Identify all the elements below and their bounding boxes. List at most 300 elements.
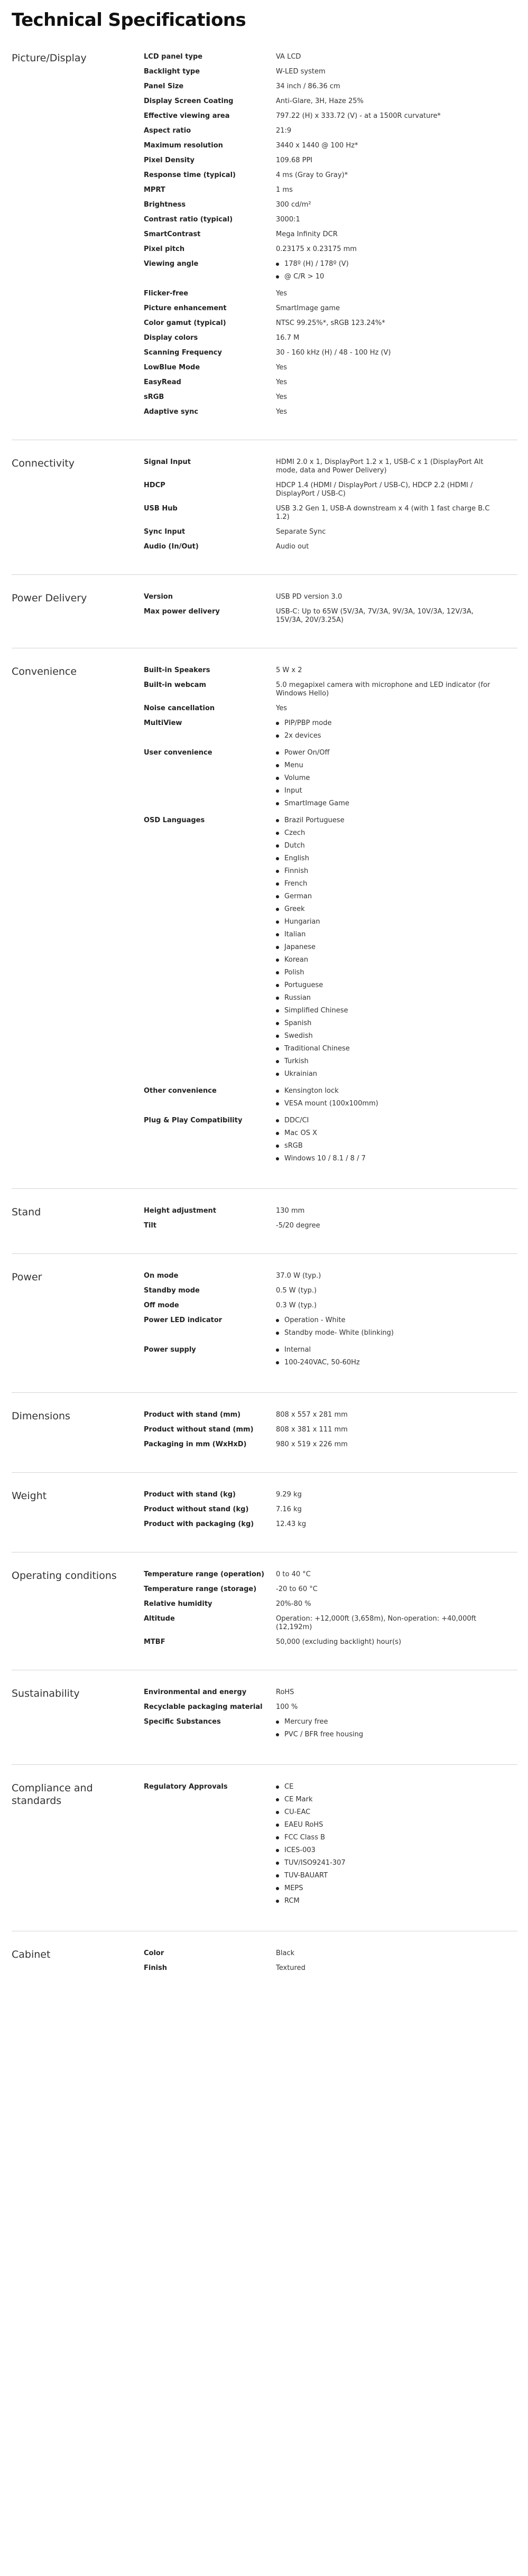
bullet-icon: [276, 1887, 279, 1890]
section-cabinet: [12, 1941, 517, 1996]
spec-value: Yes: [276, 290, 287, 297]
bullet-icon: [276, 971, 279, 974]
list-item: [276, 1327, 502, 1340]
spec-label: Viewing angle: [144, 260, 199, 268]
spec-row: [144, 1567, 517, 1582]
spec-label: Pixel Density: [144, 156, 194, 164]
spec-row: [144, 346, 517, 360]
spec-row: [144, 1343, 517, 1372]
bullet-icon: [276, 751, 279, 755]
spec-value: 5 W x 2: [276, 666, 302, 674]
spec-label: Noise cancellation: [144, 704, 215, 712]
section-title: Dimensions: [12, 1410, 70, 1422]
spec-sections: [12, 44, 517, 1996]
bullet-icon: [276, 1035, 279, 1038]
bullet-icon: [276, 1132, 279, 1135]
spec-value: 109.68 PPI: [276, 156, 313, 164]
spec-value-list: [276, 1718, 502, 1741]
spec-value: [276, 1346, 517, 1369]
spec-value: Yes: [276, 378, 287, 386]
spec-label: Maximum resolution: [144, 142, 223, 150]
spec-row: [144, 1517, 517, 1532]
list-item-text: Japanese: [284, 943, 316, 951]
list-item-text: PIP/PBP mode: [284, 719, 332, 727]
spec-row: [144, 1780, 517, 1911]
spec-rows: [144, 663, 517, 1168]
spec-label: MPRT: [144, 186, 165, 194]
list-item-text: Mercury free: [284, 1718, 328, 1726]
list-item-text: FCC Class B: [284, 1834, 326, 1842]
spec-value: Operation: +12,000ft (3,658m), Non-operation: +40,000ft (12,192m): [276, 1615, 477, 1631]
spec-label: Altitude: [144, 1615, 175, 1623]
list-item-text: MEPS: [284, 1884, 303, 1892]
section-dimensions: [12, 1402, 517, 1473]
list-item-text: English: [284, 854, 309, 862]
list-item: [276, 1857, 502, 1870]
spec-label: On mode: [144, 1272, 179, 1280]
bullet-icon: [276, 802, 279, 805]
spec-value: 30 - 160 kHz (H) / 48 - 100 Hz (V): [276, 349, 391, 357]
spec-value: 100 %: [276, 1703, 298, 1711]
list-item: [276, 1068, 502, 1081]
spec-label: Power LED indicator: [144, 1316, 223, 1324]
bullet-icon: [276, 844, 279, 848]
bullet-icon: [276, 1119, 279, 1122]
bullet-icon: [276, 789, 279, 793]
list-item-text: ICES-003: [284, 1846, 316, 1854]
spec-row: [144, 1422, 517, 1437]
bullet-icon: [276, 1157, 279, 1160]
list-item-text: TUV-BAUART: [284, 1872, 328, 1880]
list-item: [276, 730, 502, 742]
spec-row: [144, 1298, 517, 1313]
spec-label: Height adjustment: [144, 1207, 217, 1215]
list-item-text: Finnish: [284, 867, 309, 875]
bullet-icon: [276, 1811, 279, 1814]
spec-row: [144, 212, 517, 227]
spec-row: [144, 405, 517, 420]
spec-row: [144, 79, 517, 94]
page-title: Technical Specifications: [12, 10, 246, 31]
list-item-text: Power On/Off: [284, 749, 330, 757]
spec-value-list: [276, 1783, 502, 1908]
spec-row: [144, 375, 517, 390]
spec-rows: [144, 1685, 517, 1744]
spec-row: [144, 590, 517, 605]
list-item-text: Menu: [284, 761, 303, 769]
list-item: [276, 878, 502, 890]
bullet-icon: [276, 1090, 279, 1093]
section-title: Sustainability: [12, 1688, 80, 1699]
bullet-icon: [276, 1349, 279, 1352]
spec-value: Mega Infinity DCR: [276, 230, 338, 238]
spec-value: 808 x 557 x 281 mm: [276, 1411, 348, 1419]
spec-rows: [144, 1780, 517, 1911]
list-item-text: Greek: [284, 905, 305, 913]
list-item: [276, 865, 502, 878]
spec-label: Power supply: [144, 1346, 196, 1354]
section-title: Convenience: [12, 666, 77, 677]
list-item-text: Swedish: [284, 1032, 313, 1040]
list-item-text: French: [284, 880, 308, 888]
spec-value: 3440 x 1440 @ 100 Hz*: [276, 142, 358, 150]
spec-value-list: [276, 1087, 502, 1110]
spec-value: NTSC 99.25%*, sRGB 123.24%*: [276, 319, 385, 327]
bullet-icon: [276, 275, 279, 278]
spec-label: Product with packaging (kg): [144, 1520, 254, 1528]
spec-label: EasyRead: [144, 378, 181, 386]
spec-label: Standby mode: [144, 1287, 200, 1295]
list-item: [276, 1819, 502, 1831]
bullet-icon: [276, 1874, 279, 1877]
spec-value: 16.7 M: [276, 334, 300, 342]
spec-label: Display colors: [144, 334, 198, 342]
spec-row: [144, 1700, 517, 1715]
list-item-text: Hungarian: [284, 918, 320, 926]
spec-value: [276, 1718, 517, 1741]
list-item-text: German: [284, 892, 312, 900]
section-title: Compliance and standards: [12, 1782, 93, 1807]
bullet-icon: [276, 832, 279, 835]
section-weight: [12, 1482, 517, 1552]
list-item: [276, 1152, 502, 1165]
section-sustainability: [12, 1680, 517, 1765]
list-item-text: 178º (H) / 178º (V): [284, 260, 349, 268]
list-item: [276, 797, 502, 810]
list-item: [276, 928, 502, 941]
spec-value: USB PD version 3.0: [276, 593, 342, 601]
list-item: [276, 1882, 502, 1895]
spec-row: [144, 153, 517, 168]
spec-label: Aspect ratio: [144, 127, 191, 135]
list-item-text: Brazil Portuguese: [284, 816, 345, 824]
spec-row: [144, 1502, 517, 1517]
spec-label: Off mode: [144, 1301, 179, 1309]
list-item-text: EAEU RoHS: [284, 1821, 323, 1829]
spec-row: [144, 813, 517, 1084]
bullet-icon: [276, 1102, 279, 1105]
spec-row: [144, 1219, 517, 1233]
spec-row: [144, 1437, 517, 1452]
spec-value: -5/20 degree: [276, 1222, 320, 1230]
spec-value: 4 ms (Gray to Gray)*: [276, 171, 348, 179]
spec-label: OSD Languages: [144, 816, 205, 824]
spec-label: Product without stand (kg): [144, 1505, 249, 1513]
list-item-text: Kensington lock: [284, 1087, 339, 1095]
list-item: [276, 1098, 502, 1110]
list-item-text: Italian: [284, 931, 306, 938]
spec-row: [144, 1597, 517, 1612]
spec-value: 20%-80 %: [276, 1600, 311, 1608]
bullet-icon: [276, 1022, 279, 1025]
spec-value: 797.22 (H) x 333.72 (V) - at a 1500R curvature*: [276, 112, 441, 120]
spec-value: 0.23175 x 0.23175 mm: [276, 245, 357, 253]
spec-value: 3000:1: [276, 216, 300, 224]
spec-label: Built-in webcam: [144, 681, 207, 689]
spec-value: 12.43 kg: [276, 1520, 307, 1528]
spec-label: Packaging in mm (WxHxD): [144, 1440, 247, 1448]
spec-row: [144, 1408, 517, 1422]
list-item-text: Czech: [284, 829, 305, 837]
list-item: [276, 1117, 502, 1127]
bullet-icon: [276, 1862, 279, 1865]
bullet-icon: [276, 984, 279, 987]
spec-value: SmartImage game: [276, 304, 340, 312]
list-item-text: CU-EAC: [284, 1808, 311, 1816]
spec-row: [144, 1582, 517, 1597]
spec-label: MTBF: [144, 1638, 165, 1646]
section-title: Power: [12, 1271, 42, 1283]
spec-label: Scanning Frequency: [144, 349, 222, 357]
spec-value: Yes: [276, 364, 287, 371]
spec-label: User convenience: [144, 749, 212, 757]
spec-label: LCD panel type: [144, 53, 203, 61]
section-convenience: [12, 658, 517, 1189]
spec-value-list: [276, 1346, 502, 1369]
spec-value: HDMI 2.0 x 1, DisplayPort 1.2 x 1, USB-C x 1 (DisplayPort Alt mode, data and Power Delivery): [276, 458, 484, 475]
spec-value: [276, 749, 517, 810]
bullet-icon: [276, 933, 279, 936]
bullet-icon: [276, 895, 279, 898]
list-item-text: sRGB: [284, 1142, 303, 1150]
spec-row: [144, 501, 517, 525]
bullet-icon: [276, 1009, 279, 1012]
spec-value: Yes: [276, 393, 287, 401]
spec-value-list: [276, 816, 502, 1081]
list-item-text: Operation - White: [284, 1316, 346, 1324]
list-item-text: VESA mount (100x100mm): [284, 1100, 378, 1108]
spec-row: [144, 478, 517, 501]
spec-row: [144, 124, 517, 138]
bullet-icon: [276, 1836, 279, 1839]
spec-value: Black: [276, 1949, 295, 1957]
spec-value-list: [276, 260, 502, 283]
spec-rows: [144, 1567, 517, 1650]
list-item-text: Mac OS X: [284, 1129, 317, 1137]
list-item: [276, 1728, 502, 1741]
list-item-text: Dutch: [284, 842, 305, 850]
bullet-icon: [276, 1785, 279, 1789]
spec-value: Audio out: [276, 543, 309, 551]
spec-label: Signal Input: [144, 458, 191, 466]
list-item-text: Standby mode- White (blinking): [284, 1329, 394, 1337]
section-title: Cabinet: [12, 1949, 51, 1960]
spec-row: [144, 286, 517, 301]
spec-row: [144, 1685, 517, 1700]
spec-row: [144, 390, 517, 405]
section-connectivity: [12, 450, 517, 575]
spec-label: Environmental and energy: [144, 1688, 247, 1696]
list-item: [276, 1895, 502, 1908]
list-item: [276, 1844, 502, 1857]
bullet-icon: [276, 1319, 279, 1322]
spec-row: [144, 605, 517, 628]
spec-value: VA LCD: [276, 53, 301, 61]
spec-row: [144, 540, 517, 554]
spec-value: [276, 1087, 517, 1110]
list-item-text: Simplified Chinese: [284, 1007, 348, 1015]
bullet-icon: [276, 1824, 279, 1827]
list-item: [276, 1030, 502, 1043]
spec-value: 9.29 kg: [276, 1491, 302, 1499]
spec-row: [144, 316, 517, 331]
spec-label: Temperature range (operation): [144, 1570, 265, 1578]
list-item: [276, 1087, 502, 1098]
list-item: [276, 1718, 502, 1728]
spec-label: Temperature range (storage): [144, 1585, 257, 1593]
spec-label: Recyclable packaging material: [144, 1703, 263, 1711]
spec-value-list: [276, 719, 502, 742]
list-item-text: Traditional Chinese: [284, 1045, 350, 1053]
spec-value-list: [276, 749, 502, 810]
spec-row: [144, 1313, 517, 1343]
spec-row: [144, 64, 517, 79]
spec-value: Textured: [276, 1964, 305, 1972]
bullet-icon: [276, 959, 279, 962]
list-item: [276, 916, 502, 928]
bullet-icon: [276, 920, 279, 924]
spec-value: 300 cd/m²: [276, 201, 311, 209]
spec-value: Separate Sync: [276, 528, 326, 536]
list-item: [276, 816, 502, 827]
list-item: [276, 1127, 502, 1140]
section-operating-conditions: [12, 1562, 517, 1670]
spec-value: 21:9: [276, 127, 292, 135]
spec-row: [144, 1961, 517, 1976]
spec-row: [144, 525, 517, 540]
spec-row: [144, 360, 517, 375]
spec-label: Panel Size: [144, 82, 184, 90]
bullet-icon: [276, 1798, 279, 1801]
spec-value: [276, 719, 517, 742]
bullet-icon: [276, 1849, 279, 1852]
spec-rows: [144, 1269, 517, 1372]
spec-value: Yes: [276, 408, 287, 416]
spec-value: 808 x 381 x 111 mm: [276, 1426, 348, 1434]
spec-value-list: [276, 1117, 502, 1165]
spec-label: HDCP: [144, 481, 165, 489]
spec-label: Other convenience: [144, 1087, 217, 1095]
spec-value: USB 3.2 Gen 1, USB-A downstream x 4 (with 1 fast charge B.C 1.2): [276, 505, 490, 521]
spec-row: [144, 701, 517, 716]
list-item: [276, 1831, 502, 1844]
bullet-icon: [276, 870, 279, 873]
list-item-text: Turkish: [284, 1057, 309, 1065]
bullet-icon: [276, 1060, 279, 1063]
section-power: [12, 1263, 517, 1393]
bullet-icon: [276, 1047, 279, 1050]
list-item-text: SmartImage Game: [284, 799, 349, 807]
spec-row: [144, 1612, 517, 1635]
bullet-icon: [276, 764, 279, 767]
spec-label: Product with stand (mm): [144, 1411, 241, 1419]
list-item: [276, 271, 502, 283]
spec-label: Specific Substances: [144, 1718, 221, 1726]
spec-label: Picture enhancement: [144, 304, 227, 312]
list-item-text: TUV/ISO9241-307: [284, 1859, 346, 1867]
spec-value: 1 ms: [276, 186, 293, 194]
list-item: [276, 890, 502, 903]
spec-row: [144, 168, 517, 183]
spec-row: [144, 746, 517, 813]
list-item: [276, 719, 502, 730]
spec-value: 34 inch / 86.36 cm: [276, 82, 340, 90]
spec-row: [144, 183, 517, 198]
list-item: [276, 1043, 502, 1055]
spec-row: [144, 198, 517, 212]
bullet-icon: [276, 1733, 279, 1736]
list-item: [276, 954, 502, 966]
spec-rows: [144, 590, 517, 628]
spec-value: 5.0 megapixel camera with microphone and LED indicator (for Windows Hello): [276, 681, 490, 698]
spec-label: Color gamut (typical): [144, 319, 226, 327]
spec-label: Brightness: [144, 201, 186, 209]
spec-row: [144, 138, 517, 153]
list-item-text: CE Mark: [284, 1796, 313, 1803]
list-item-text: RCM: [284, 1897, 300, 1905]
bullet-icon: [276, 819, 279, 822]
spec-rows: [144, 1204, 517, 1233]
spec-label: Finish: [144, 1964, 168, 1972]
spec-row: [144, 1204, 517, 1219]
spec-row: [144, 1946, 517, 1961]
list-item: [276, 1783, 502, 1793]
section-power-delivery: [12, 584, 517, 648]
list-item: [276, 1793, 502, 1806]
spec-row: [144, 1113, 517, 1168]
spec-label: SmartContrast: [144, 230, 201, 238]
spec-row: [144, 331, 517, 346]
bullet-icon: [276, 722, 279, 725]
spec-row: [144, 1084, 517, 1113]
list-item: [276, 1806, 502, 1819]
section-title: Operating conditions: [12, 1570, 117, 1582]
spec-row: [144, 1715, 517, 1744]
bullet-icon: [276, 734, 279, 738]
bullet-icon: [276, 1145, 279, 1148]
spec-label: Product with stand (kg): [144, 1491, 236, 1499]
spec-row: [144, 1284, 517, 1298]
list-item: [276, 785, 502, 797]
spec-value: 0.3 W (typ.): [276, 1301, 317, 1309]
section-compliance-and-standards: [12, 1774, 517, 1931]
spec-label: Adaptive sync: [144, 408, 199, 416]
list-item: [276, 903, 502, 916]
list-item: [276, 1870, 502, 1882]
spec-row: [144, 242, 517, 257]
spec-value: Anti-Glare, 3H, Haze 25%: [276, 97, 364, 105]
spec-label: Contrast ratio (typical): [144, 216, 233, 224]
bullet-icon: [276, 1073, 279, 1076]
spec-label: Sync Input: [144, 528, 186, 536]
list-item: [276, 1140, 502, 1152]
spec-value: Yes: [276, 704, 287, 712]
bullet-icon: [276, 857, 279, 860]
spec-label: Built-in Speakers: [144, 666, 210, 674]
spec-value: 0.5 W (typ.): [276, 1287, 317, 1295]
spec-value: 130 mm: [276, 1207, 305, 1215]
spec-value: 37.0 W (typ.): [276, 1272, 321, 1280]
spec-row: [144, 1269, 517, 1284]
list-item-text: Portuguese: [284, 981, 323, 989]
spec-value: W-LED system: [276, 68, 326, 76]
spec-label: Plug & Play Compatibility: [144, 1117, 243, 1124]
spec-value: [276, 1783, 517, 1908]
spec-rows: [144, 1487, 517, 1532]
list-item-text: Volume: [284, 774, 310, 782]
list-item-text: Input: [284, 787, 302, 795]
list-item: [276, 1055, 502, 1068]
